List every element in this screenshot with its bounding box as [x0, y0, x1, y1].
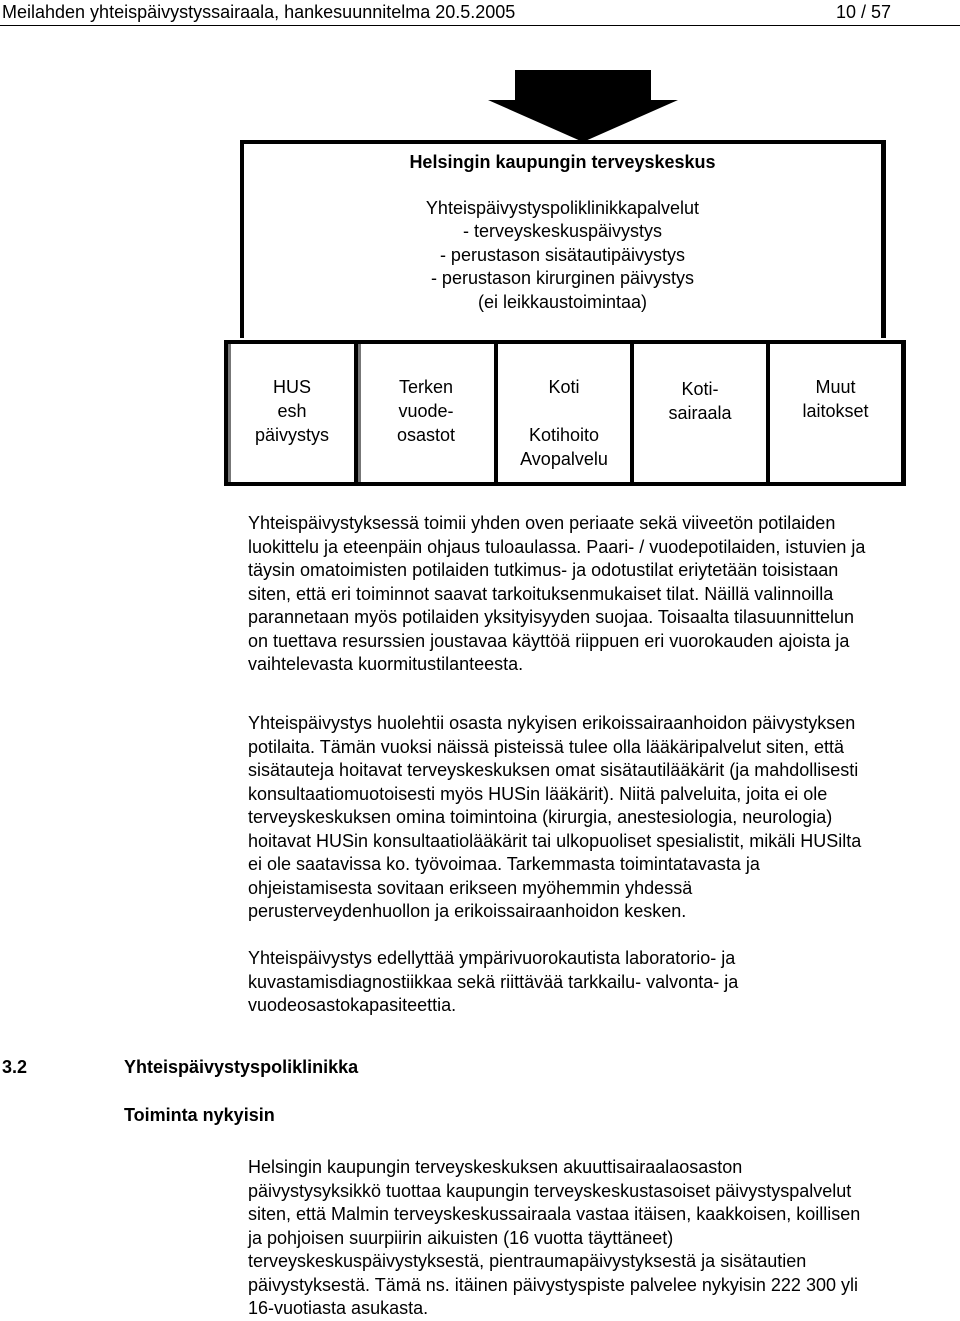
- text-line: Yhteispäivystys edellyttää ympärivuorokautista laboratorio- ja: [248, 948, 736, 968]
- box-line: Muut: [815, 377, 856, 397]
- service-boxes-row: [224, 340, 906, 486]
- text-line: siten, että Malmin terveyskeskussairaala vastaa itäisen, kaakkoisen, koillisen: [248, 1204, 861, 1224]
- box-line-blank: [498, 399, 630, 423]
- box-terken-vuodeosastot: [358, 344, 494, 482]
- main-box-line: Yhteispäivystyspoliklinikkapalvelut: [425, 197, 700, 218]
- text-line: terveyskeskuksen omina toimintoina (kirurgia, anestesiologia, neurologia): [248, 807, 833, 827]
- text-line: vaihtelevasta kuormitustilanteesta.: [248, 654, 524, 674]
- text-line: täysin omatoimisten potilaiden tutkimus- ja odotustilat eriytetään toisistaan: [248, 560, 839, 580]
- box-line: Koti-: [681, 379, 719, 399]
- box-kotisairaala: [634, 344, 766, 482]
- box-line: päivystys: [254, 425, 330, 445]
- text-line: Yhteispäivystys huolehtii osasta nykyisen erikoissairaanhoidon päivystyksen: [248, 713, 856, 733]
- section-title: Yhteispäivystyspoliklinikka: [124, 1057, 359, 1077]
- text-line: ja pohjoisen suurpiirin aikuisten (16 vuotta täyttäneet): [248, 1227, 674, 1248]
- text-line: konsultaatiomuotoisesti myös HUSin lääkärit). Niitä palveluita, joita ei ole: [248, 783, 828, 804]
- text-line: hoitavat HUSin konsultaatiolääkärit tai ulkopuoliset spesialistit, mikäli HUSilta: [248, 830, 862, 851]
- document-header-title: Meilahden yhteispäivystyssairaala, hankesuunnitelma 20.5.2005: [2, 2, 516, 22]
- box-koti: [498, 344, 630, 482]
- text-line: potilaita. Tämän vuoksi näissä pisteissä tulee olla lääkäripalvelut siten, että: [248, 736, 844, 757]
- text-line: terveyskeskuspäivystyksestä, pientraumapäivystyksestä ja sisätautien: [248, 1251, 807, 1271]
- paragraph-laboratory: [248, 947, 960, 1018]
- box-line: Koti: [548, 377, 580, 397]
- health-center-title: Helsingin kaupungin terveyskeskus: [409, 152, 716, 172]
- text-line: Yhteispäivystyksessä toimii yhden oven periaate sekä viiveetön potilaiden: [248, 513, 836, 533]
- text-line: päivystyksestä. Tämä ns. itäinen päivystyspiste palvelee nykyisin 222 300 yli: [248, 1274, 858, 1295]
- main-box-line: - perustason kirurginen päivystys: [430, 268, 695, 288]
- box-hus-esh: [228, 344, 356, 482]
- text-line: kuvastamisdiagnostiikkaa sekä riittävää tarkkailu- valvonta- ja: [248, 971, 739, 992]
- box-line: vuode-: [398, 401, 454, 421]
- box-line: HUS: [272, 377, 311, 397]
- section-number: 3.2: [2, 1057, 28, 1077]
- text-line: päivystysyksikkö tuottaa kaupungin terveyskeskustasoiset päivystyspalvelut: [248, 1180, 852, 1201]
- box-line: laitokset: [802, 401, 869, 421]
- text-line: Helsingin kaupungin terveyskeskuksen akuuttisairaalaosaston: [248, 1157, 743, 1177]
- text-line: sisätauteja hoitavat terveyskeskuksen omat sisätautilääkärit (ja mahdollisesti: [248, 760, 859, 780]
- header-divider: [0, 25, 960, 26]
- paragraph-doctor-services: [248, 712, 960, 924]
- main-box-line: - terveyskeskuspäivystys: [462, 221, 663, 241]
- paragraph-current-operation: [248, 1156, 960, 1321]
- box-line: esh: [277, 401, 307, 421]
- text-line: vuodeosastokapasiteettia.: [248, 995, 457, 1015]
- down-arrow-icon: [488, 70, 678, 142]
- paragraph-one-door: [248, 512, 960, 677]
- subsection-title: Toiminta nykyisin: [124, 1105, 275, 1125]
- text-line: ohjeistamisesta sovitaan erikseen myöhemmin yhdessä: [248, 877, 693, 898]
- main-box-line: (ei leikkaustoimintaa): [477, 291, 648, 312]
- text-line: perusterveydenhuollon ja erikoissairaanhoidon kesken.: [248, 901, 687, 921]
- main-box-line: - perustason sisätautipäivystys: [439, 244, 686, 265]
- text-line: luokittelu ja eteenpäin ohjaus tuloaulassa. Paari- / vuodepotilaiden, istuvien ja: [248, 536, 866, 557]
- box-line: osastot: [396, 425, 456, 445]
- text-line: 16-vuotiasta asukasta.: [248, 1298, 429, 1318]
- text-line: ei ole saatavissa ko. työvoimaa. Tarkemmasta toimintatavasta ja: [248, 854, 760, 874]
- box-line: Terken: [398, 377, 454, 397]
- text-line: on tuettava resurssien joustavaa käyttöä riippuen eri vuorokauden ajoista ja: [248, 630, 850, 651]
- page-number: 10 / 57: [836, 2, 892, 22]
- health-center-box: [240, 140, 886, 338]
- box-line: Avopalvelu: [520, 449, 608, 469]
- box-line: Kotihoito: [528, 425, 600, 445]
- box-muut-laitokset: [770, 344, 901, 482]
- box-line: sairaala: [668, 403, 732, 423]
- text-line: siten, että eri toiminnot saavat tarkoituksenmukaiset tilat. Näillä valinnoilla: [248, 583, 834, 604]
- text-line: parannetaan myös potilaiden yksityisyyden suojaa. Toisaalta tilasuunnittelun: [248, 607, 855, 627]
